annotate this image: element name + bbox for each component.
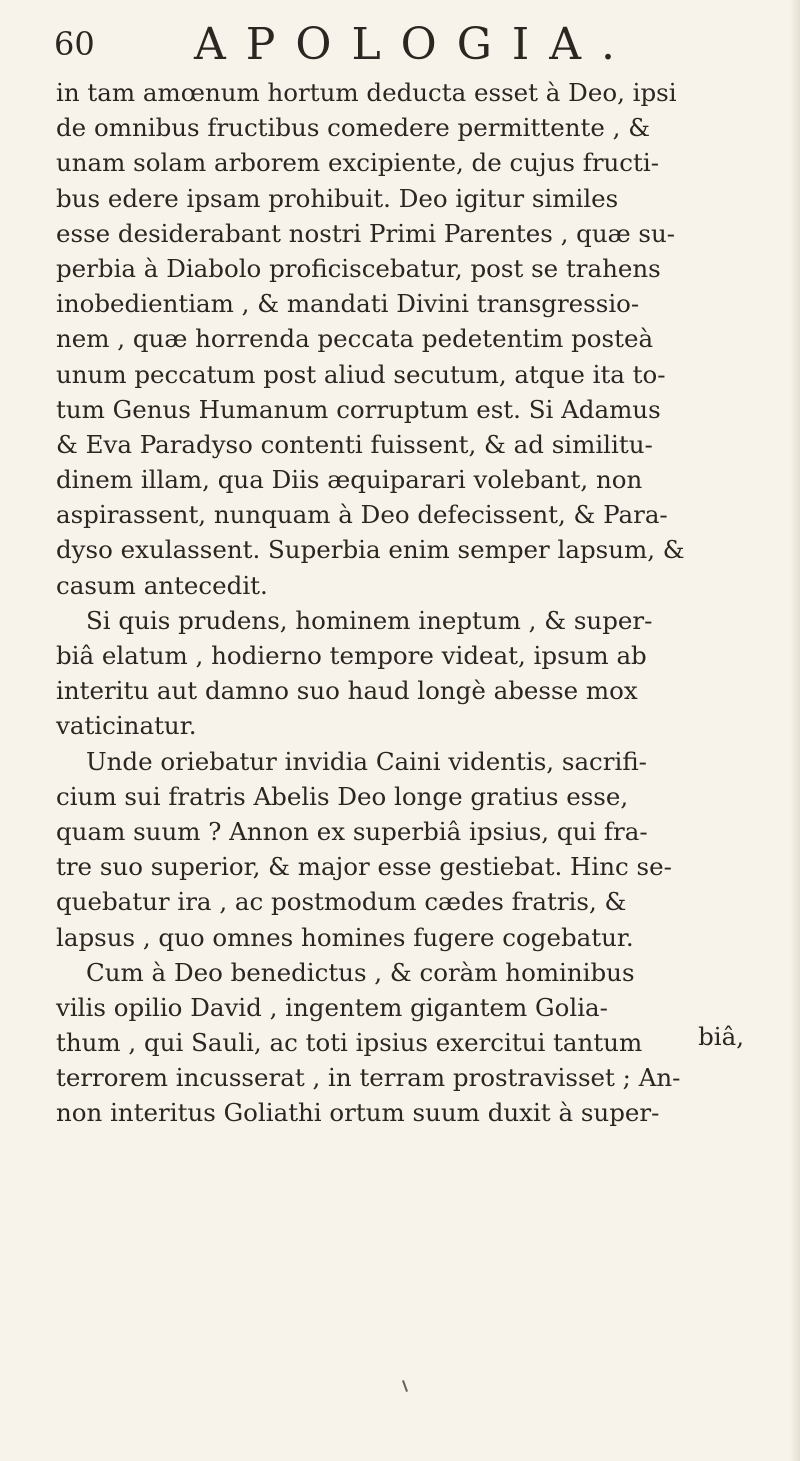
text-line: bus edere ipsam prohibuit. Deo igitur similes xyxy=(56,183,619,213)
paragraph-start-line: Unde oriebatur invidia Caini videntis, sacrifi- xyxy=(86,746,647,776)
body-text xyxy=(56,75,776,1131)
text-line: quebatur ira , ac postmodum cædes fratris, & xyxy=(56,887,627,917)
running-title: APOLOGIA. xyxy=(194,18,636,70)
text-line: quam suum ? Annon ex superbiâ ipsius, qui fra- xyxy=(56,816,648,846)
catchword: biâ, xyxy=(698,1022,744,1051)
paragraph-start-line: Si quis prudens, hominem ineptum , & super- xyxy=(86,605,653,635)
text-line: & Eva Paradyso contenti fuissent, & ad similitu- xyxy=(56,429,653,459)
text-line: unum peccatum post aliud secutum, atque ita to- xyxy=(56,359,666,389)
text-line: lapsus , quo omnes homines fugere cogebatur. xyxy=(56,922,634,952)
text-line: biâ elatum , hodierno tempore videat, ipsum ab xyxy=(56,641,647,670)
text-line: in tam amœnum hortum deducta esset à Deo, ipsi xyxy=(56,78,677,107)
text-line: dinem illam, qua Diis æquiparari volebant, non xyxy=(56,465,643,495)
text-line: perbia à Diabolo proficiscebatur, post se trahens xyxy=(56,253,661,283)
text-line: tum Genus Humanum corruptum est. Si Adamus xyxy=(56,394,661,424)
page-number: 60 xyxy=(54,25,95,63)
text-line: casum antecedit. xyxy=(56,570,268,600)
text-line: inobedientiam , & mandati Divini transgressio- xyxy=(56,289,640,319)
text-line: dyso exulassent. Superbia enim semper lapsum, & xyxy=(56,535,685,565)
text-line: vilis opilio David , ingentem gigantem Golia- xyxy=(56,992,608,1022)
text-line: interitu aut damno suo haud longè abesse mox xyxy=(56,676,638,706)
text-line: nem , quæ horrenda peccata pedetentim posteà xyxy=(56,324,654,354)
page-header xyxy=(54,14,760,74)
text-line: terrorem incusserat , in terram prostravisset ; An- xyxy=(56,1063,681,1093)
page-edge-shadow xyxy=(790,0,800,1461)
paragraph-start-line: Cum à Deo benedictus , & coràm hominibus xyxy=(86,957,635,987)
text-line: esse desiderabant nostri Primi Parentes , quæ su- xyxy=(56,218,676,248)
text-line: de omnibus fructibus comedere permittente , & xyxy=(56,113,651,143)
text-line: tre suo superior, & major esse gestiebat. Hinc se- xyxy=(56,852,672,882)
text-line: vaticinatur. xyxy=(56,711,197,741)
text-line: cium sui fratris Abelis Deo longe gratius esse, xyxy=(56,781,629,811)
text-line: thum , qui Sauli, ac toti ipsius exercitui tantum xyxy=(56,1028,643,1058)
stray-ink-mark xyxy=(402,1380,408,1392)
text-line: non interitus Goliathi ortum suum duxit à super- xyxy=(56,1098,660,1128)
text-line: unam solam arborem excipiente, de cujus fructi- xyxy=(56,148,659,178)
text-line: aspirassent, nunquam à Deo defecissent, & Para- xyxy=(56,500,668,530)
